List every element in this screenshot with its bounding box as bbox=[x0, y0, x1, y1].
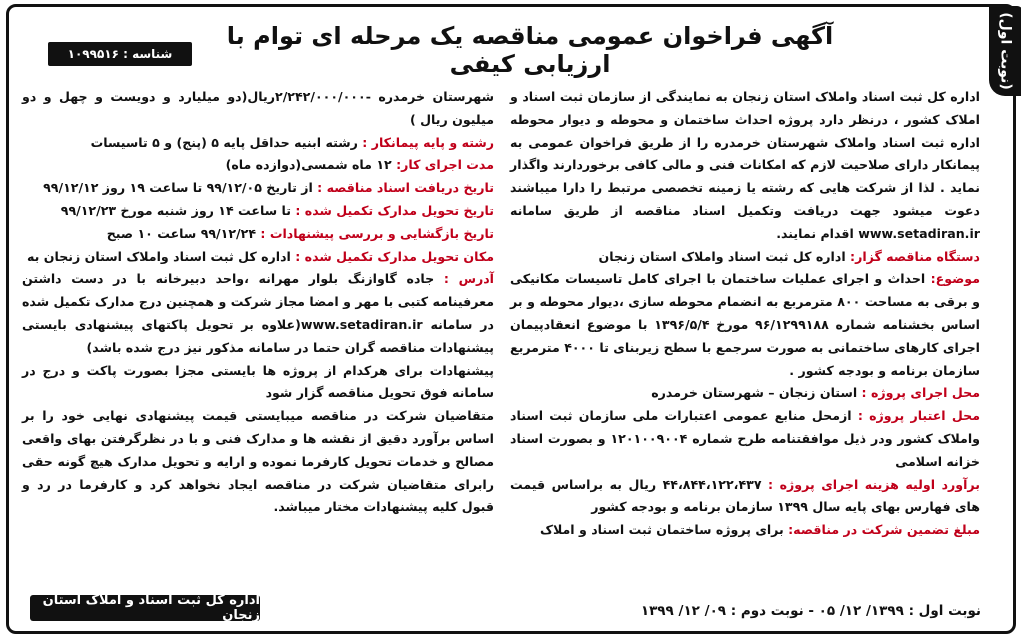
publication-dates: نوبت اول : ۱۳۹۹/ ۱۲/ ۰۵ - نوبت دوم : ۰۹/ ۱۲/ ۱۳۹۹ bbox=[640, 603, 981, 619]
guarantee-row bbox=[510, 519, 980, 542]
receive-value: از تاریخ ۹۹/۱۲/۰۵ تا ساعت ۱۹ روز ۹۹/۱۲/۱۲ bbox=[43, 180, 313, 196]
place-label: مکان تحویل مدارک تکمیل شده : bbox=[295, 248, 494, 264]
first-turn-badge bbox=[989, 6, 1021, 96]
intro-end: اقدام نمایند. bbox=[776, 225, 854, 241]
issuer-box: اداره کل ثبت اسناد و املاک استان زنجان bbox=[30, 595, 260, 621]
opening-value: ۹۹/۱۲/۲۴ ساعت ۱۰ صبح bbox=[106, 225, 257, 241]
deliver-row bbox=[22, 200, 494, 223]
subject-value: احداث و اجرای عملیات ساختمان با اجرای کامل تاسیسات مکانیکی و برقی به مساحت ۸۰۰ مترمربع به انضمام محوطه سازی ،دیوار محوطه و بر اساس بخشنامه شماره ۹۶/۱۲۹۹۱۸۸ مورخ ۱۳۹۶/۵/۴ با موضوع انعقادپیمان اجرای کارهای ساختمانی به صورت سرجمع با سطح زیربنای تا ۴۰۰۰ مترمربع سازمان برنامه و بودجه کشور . bbox=[510, 271, 980, 378]
duration-row bbox=[22, 154, 494, 177]
guarantee-value: برای پروژه ساختمان ثبت اسناد و املاک bbox=[540, 522, 784, 538]
credit-label: محل اعتبار پروژه : bbox=[857, 408, 980, 424]
note-pricing: متقاضیان شرکت در مناقصه میبایستی قیمت پیشنهادی نهایی خود را بر اساس برآورد دقیق از نقشه ها و مدارک فنی و با در نظرگرفتن بهای واقعی مصالح و خدمات تحویل کارفرما نموده و ارایه و تحویل مدارک هیچ گونه حقی رابرای متقاضیان شرکت در مناقصه ایجاد نخواهد کرد و کارفرما در رد و قبول کلیه پیشنهادات مختار میباشد. bbox=[22, 408, 494, 515]
credit-row bbox=[510, 405, 980, 473]
org-value: اداره کل ثبت اسناد واملاک استان زنجان bbox=[598, 248, 846, 264]
estimate-row bbox=[510, 474, 980, 520]
guarantee-label: مبلغ تضمین شرکت در مناقصه: bbox=[788, 522, 980, 538]
receive-label: تاریخ دریافت اسناد مناقصه : bbox=[317, 180, 494, 196]
guarantee-continued: شهرستان خرمدره -۲/۲۴۲/۰۰۰/۰۰۰ریال(دو میلیارد و دویست و چهل و دو میلیون ریال ) bbox=[22, 89, 495, 127]
location-label: محل اجرای پروژه : bbox=[861, 385, 980, 401]
deliver-value: تا ساعت ۱۴ روز شنبه مورخ ۹۹/۱۲/۲۳ bbox=[60, 202, 291, 218]
intro-text: اداره کل ثبت اسناد واملاک استان زنجان به نمایندگی از سازمان ثبت اسناد و املاک کشور ، درنظر دارد پروژه احداث ساختمان و محوطه و دیوار محوطه اداره ثبت اسناد واملاک شهرستان خرمدره را از طریق فراخوان عمومی به پیمانکار دارای صلاحیت لازم که امکانات فنی و مالی کافی برخوردارند واگذار نماید . لذا از شرکت هایی که رشته یا زمینه تخصصی مرتبط را دارا میباشند دعوت میشود جهت دریافت وتکمیل اسناد مناقصه از طریق سامانه bbox=[510, 89, 980, 218]
notice-title: آگهی فراخوان عمومی مناقصه یک مرحله ای توام با ارزیابی کیفی bbox=[226, 22, 834, 78]
org-row bbox=[510, 246, 980, 269]
estimate-value: ۴۴،۸۴۴،۱۲۲،۴۳۷ ریال به براساس قیمت های فهارس بهای پایه سال ۱۳۹۹ سازمان برنامه و بودجه کشور bbox=[510, 476, 980, 515]
left-column bbox=[22, 86, 494, 519]
place-value: اداره کل ثبت اسناد واملاک استان زنجان به bbox=[26, 248, 291, 264]
opening-label: تاریخ بازگشایی و بررسی پیشنهادات : bbox=[260, 225, 494, 241]
org-label: دستگاه مناقصه گزار: bbox=[850, 248, 980, 264]
right-column bbox=[510, 86, 980, 542]
credit-value: ازمحل منابع عمومی اعتبارات ملی سازمان ثبت اسناد واملاک کشور ودر ذیل موافقتنامه طرح شماره ۱۲۰۱۰۰۹۰۰۴ و بصورت اسناد خزانه اسلامی bbox=[510, 408, 980, 469]
location-row bbox=[510, 382, 980, 405]
deliver-label: تاریخ تحویل مدارک تکمیل شده : bbox=[295, 202, 494, 218]
intro-site: www.setadiran.ir bbox=[858, 225, 980, 241]
subject-label: موضوع: bbox=[930, 271, 980, 287]
estimate-label: برآورد اولیه هزینه اجرای پروژه : bbox=[768, 476, 980, 492]
address-label: آدرس : bbox=[443, 271, 494, 287]
field-value: رشته ابنیه حداقل پایه ۵ (پنج) و ۵ تاسیسات bbox=[90, 134, 358, 150]
receive-row bbox=[22, 177, 494, 200]
intro-paragraph bbox=[510, 86, 980, 246]
notice-id: شناسه : ۱۰۹۹۵۱۶ bbox=[48, 42, 192, 66]
note-envelopes: پیشنهادات برای هرکدام از پروژه ها بایستی مجزا بصورت پاکت و درج در سامانه فوق تحویل مناقصه گزار شود bbox=[22, 362, 494, 401]
location-value: استان زنجان – شهرستان خرمدره bbox=[651, 385, 858, 401]
field-label: رشته و پایه پیمانکار : bbox=[362, 134, 494, 150]
duration-label: مدت اجرای کار: bbox=[396, 157, 494, 173]
duration-value: ۱۲ ماه شمسی(دوازده ماه) bbox=[225, 157, 392, 173]
subject-row bbox=[510, 268, 980, 382]
place-row bbox=[22, 246, 494, 269]
badge-text: (نوبت اول) bbox=[998, 12, 1015, 90]
opening-row bbox=[22, 223, 494, 246]
field-row bbox=[22, 132, 494, 155]
address-value: جاده گاوازنگ بلوار مهرانه ،واحد دبیرخانه با در دست داشتن معرفینامه کتبی با مهر و امضا مجاز شرکت و همچنین درج مدارک تکمیل شده در سامانه www.setadiran.ir(علاوه بر تحویل پاکتهای پیشنهادی بایستی پیشنهادات مناقصه گران حتما در سامانه مذکور نیز درج شده باشد) bbox=[22, 271, 494, 355]
address-row bbox=[22, 268, 494, 359]
